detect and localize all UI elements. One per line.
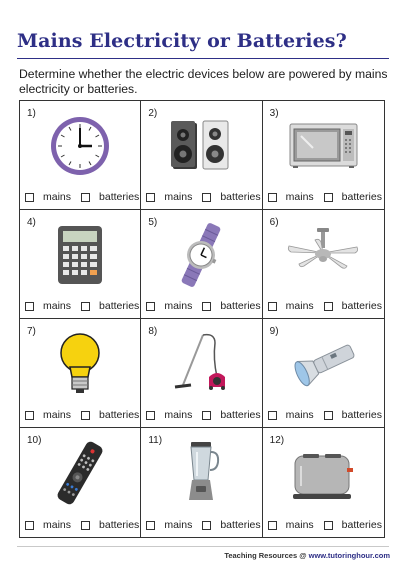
batteries-checkbox[interactable]	[324, 302, 333, 311]
batteries-label: batteries	[99, 409, 140, 421]
mains-label: mains	[43, 519, 72, 531]
batteries-checkbox[interactable]	[202, 193, 211, 202]
batteries-checkbox[interactable]	[81, 411, 90, 420]
answer-options	[268, 409, 382, 421]
device-cell-12	[263, 428, 384, 537]
batteries-checkbox[interactable]	[202, 521, 211, 530]
batteries-label: batteries	[341, 191, 382, 203]
item-number: 8)	[148, 326, 158, 337]
mains-checkbox[interactable]	[146, 411, 155, 420]
answer-options	[25, 191, 139, 203]
calculator-icon	[42, 220, 118, 290]
batteries-checkbox[interactable]	[324, 411, 333, 420]
answer-options	[25, 300, 139, 312]
device-cell-3	[263, 101, 384, 210]
answer-options	[25, 409, 139, 421]
microwave-icon	[285, 111, 361, 181]
footer-divider	[17, 546, 389, 547]
batteries-label: batteries	[341, 300, 382, 312]
device-cell-4	[20, 210, 141, 319]
batteries-checkbox[interactable]	[81, 521, 90, 530]
answer-options	[268, 519, 382, 531]
device-cell-10	[20, 428, 141, 537]
speakers-icon	[163, 111, 239, 181]
mains-label: mains	[164, 519, 193, 531]
batteries-label: batteries	[341, 409, 382, 421]
item-number: 6)	[269, 217, 279, 228]
batteries-label: batteries	[220, 409, 261, 421]
batteries-checkbox[interactable]	[81, 302, 90, 311]
mains-checkbox[interactable]	[146, 193, 155, 202]
batteries-label: batteries	[341, 519, 382, 531]
device-cell-1	[20, 101, 141, 210]
footer-label: Teaching Resources @	[224, 551, 307, 560]
device-cell-5	[141, 210, 262, 319]
mains-label: mains	[285, 409, 314, 421]
batteries-label: batteries	[220, 191, 261, 203]
mains-checkbox[interactable]	[146, 302, 155, 311]
answer-options	[268, 300, 382, 312]
device-cell-7	[20, 319, 141, 428]
item-number: 10)	[27, 435, 42, 446]
mains-label: mains	[285, 191, 314, 203]
item-number: 1)	[27, 108, 36, 119]
title-divider	[17, 58, 389, 59]
mains-checkbox[interactable]	[25, 411, 34, 420]
mains-label: mains	[164, 300, 193, 312]
batteries-label: batteries	[220, 300, 261, 312]
item-number: 3)	[269, 108, 279, 119]
page-title: Mains Electricity or Batteries?	[17, 30, 347, 52]
batteries-label: batteries	[99, 191, 140, 203]
batteries-label: batteries	[220, 519, 261, 531]
batteries-label: batteries	[99, 519, 140, 531]
mains-checkbox[interactable]	[146, 521, 155, 530]
item-number: 2)	[148, 108, 158, 119]
footer-url[interactable]: www.tutoringhour.com	[308, 551, 390, 560]
device-grid	[19, 100, 385, 538]
mains-label: mains	[164, 409, 193, 421]
ceiling-fan-icon	[285, 220, 361, 290]
remote-control-icon	[42, 438, 118, 508]
answer-options	[25, 519, 139, 531]
toaster-icon	[285, 438, 361, 508]
footer	[224, 551, 390, 560]
mains-label: mains	[285, 300, 314, 312]
device-cell-8	[141, 319, 262, 428]
device-cell-6	[263, 210, 384, 319]
device-cell-11	[141, 428, 262, 537]
answer-options	[146, 191, 260, 203]
item-number: 12)	[269, 435, 285, 446]
wristwatch-icon	[163, 220, 239, 290]
answer-options	[268, 191, 382, 203]
answer-options	[146, 409, 260, 421]
batteries-checkbox[interactable]	[324, 521, 333, 530]
flashlight-icon	[285, 329, 361, 399]
blender-icon	[163, 438, 239, 508]
mains-checkbox[interactable]	[268, 302, 277, 311]
batteries-checkbox[interactable]	[202, 411, 211, 420]
mains-checkbox[interactable]	[268, 193, 277, 202]
device-cell-9	[263, 319, 384, 428]
mains-checkbox[interactable]	[268, 521, 277, 530]
mains-label: mains	[43, 409, 72, 421]
batteries-label: batteries	[99, 300, 140, 312]
batteries-checkbox[interactable]	[324, 193, 333, 202]
answer-options	[146, 519, 260, 531]
batteries-checkbox[interactable]	[81, 193, 90, 202]
item-number: 5)	[148, 217, 158, 228]
mains-checkbox[interactable]	[268, 411, 277, 420]
mains-checkbox[interactable]	[25, 193, 34, 202]
item-number: 11)	[148, 435, 163, 446]
item-number: 4)	[27, 217, 36, 228]
mains-label: mains	[43, 300, 72, 312]
wall-clock-icon	[42, 111, 118, 181]
mains-label: mains	[43, 191, 72, 203]
mains-label: mains	[164, 191, 193, 203]
light-bulb-icon	[42, 329, 118, 399]
item-number: 9)	[269, 326, 279, 337]
answer-options	[146, 300, 260, 312]
mains-checkbox[interactable]	[25, 521, 34, 530]
vacuum-cleaner-icon	[163, 329, 239, 399]
batteries-checkbox[interactable]	[202, 302, 211, 311]
device-cell-2	[141, 101, 262, 210]
mains-label: mains	[285, 519, 314, 531]
instructions: Determine whether the electric devices below are powered by mains electricity or batteries.	[19, 67, 388, 96]
mains-checkbox[interactable]	[25, 302, 34, 311]
item-number: 7)	[27, 326, 36, 337]
